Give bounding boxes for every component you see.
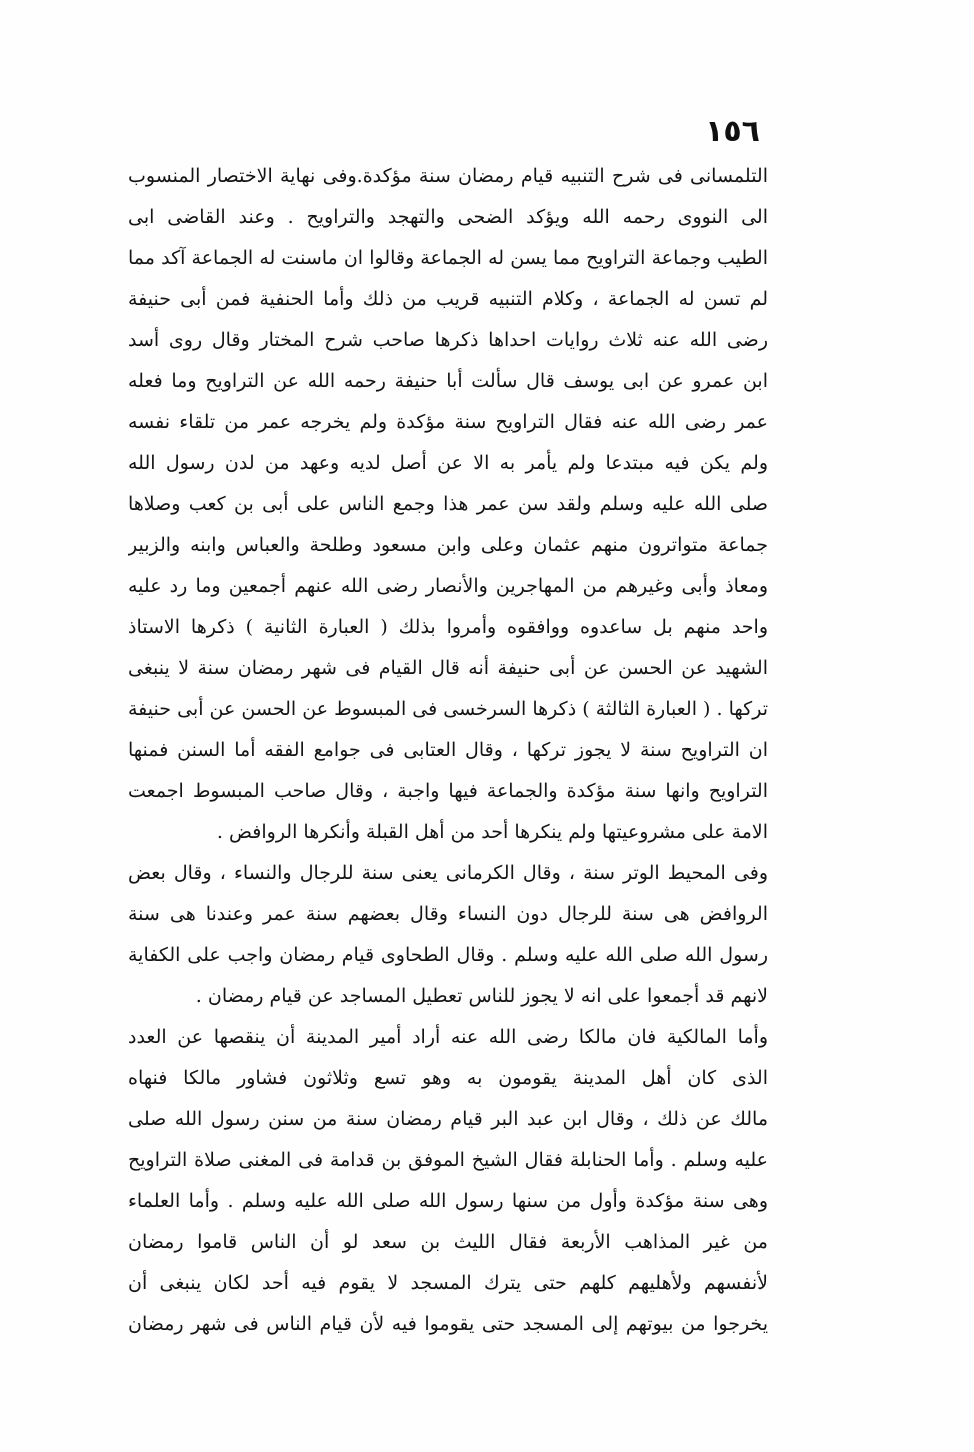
text-line: عمر رضى الله عنه فقال التراويح سنة مؤكدة ولم يخرجه عمر من تلقاء نفسه <box>128 411 768 433</box>
text-line: الذى كان أهل المدينة يقومون به وهو تسع وثلاثون فشاور مالكا فنهاه <box>128 1067 768 1089</box>
text-line: رضى الله عنه ثلاث روايات احداها ذكرها صاحب شرح المختار وقال روى أسد <box>128 329 768 351</box>
text-line: الروافض هى سنة للرجال دون النساء وقال بعضهم سنة عمر وعندنا هى سنة <box>128 903 768 925</box>
text-line: من غير المذاهب الأربعة فقال الليث بن سعد لو أن الناس قاموا رمضان <box>128 1231 768 1253</box>
text-line: ان التراويح سنة لا يجوز تركها ، وقال العتابى فى جوامع الفقه أما السنن فمنها <box>128 739 768 761</box>
text-line: تركها . ( العبارة الثالثة ) ذكرها السرخسى فى المبسوط عن الحسن عن أبى حنيفة <box>128 698 768 720</box>
text-line: وهى سنة مؤكدة وأول من سنها رسول الله صلى الله عليه وسلم . وأما العلماء <box>128 1190 768 1212</box>
text-line: يخرجوا من بيوتهم إلى المسجد حتى يقوموا فيه لأن قيام الناس فى شهر رمضان <box>128 1313 768 1335</box>
text-line: ولم يكن فيه مبتدعا ولم يأمر به الا عن أصل لديه وعهد من لدن رسول الله <box>128 452 768 474</box>
text-line: ابن عمرو عن ابى يوسف قال سألت أبا حنيفة رحمه الله عن التراويح وما فعله <box>128 370 768 392</box>
text-line: الطيب وجماعة التراويح مما يسن له الجماعة وقالوا ان ماسنت له الجماعة آكد مما <box>128 247 768 269</box>
text-line: الشهيد عن الحسن عن أبى حنيفة أنه قال القيام فى شهر رمضان سنة لا ينبغى <box>128 657 768 679</box>
text-line: مالك عن ذلك ، وقال ابن عبد البر قيام رمضان سنة من سنن رسول الله صلى <box>128 1108 768 1130</box>
page-number: ١٥٦ <box>705 114 760 149</box>
text-line: التراويح وانها سنة مؤكدة والجماعة فيها واجبة ، وقال صاحب المبسوط اجمعت <box>128 780 768 802</box>
text-line: وأما المالكية فان مالكا رضى الله عنه أراد أمير المدينة أن ينقصها عن العدد <box>128 1026 768 1048</box>
text-line: واحد منهم بل ساعدوه ووافقوه وأمروا بذلك ( العبارة الثانية ) ذكرها الاستاذ <box>128 616 768 638</box>
text-line: وفى المحيط الوتر سنة ، وقال الكرمانى يعنى سنة للرجال والنساء ، وقال بعض <box>128 862 768 884</box>
text-line: رسول الله صلى الله عليه وسلم . وقال الطحاوى قيام رمضان واجب على الكفاية <box>128 944 768 966</box>
text-line: لأنفسهم ولأهليهم كلهم حتى يترك المسجد لا يقوم فيه أحد لكان ينبغى أن <box>128 1272 768 1294</box>
text-line: لم تسن له الجماعة ، وكلام التنبيه قريب من ذلك وأما الحنفية فمن أبى حنيفة <box>128 288 768 310</box>
text-line: الامة على مشروعيتها ولم ينكرها أحد من أهل القبلة وأنكرها الروافض . <box>216 821 768 843</box>
text-line: صلى الله عليه وسلم ولقد سن عمر هذا وجمع الناس على أبى بن كعب وصلاها <box>128 493 768 515</box>
text-line: التلمسانى فى شرح التنبيه قيام رمضان سنة مؤكدة.وفى نهاية الاختصار المنسوب <box>128 165 768 187</box>
text-line: ومعاذ وأبى وغيرهم من المهاجرين والأنصار رضى الله عنهم أجمعين وما رد عليه <box>128 575 768 597</box>
text-line: عليه وسلم . وأما الحنابلة فقال الشيخ الموفق بن قدامة فى المغنى صلاة التراويح <box>128 1149 768 1171</box>
text-line: الى النووى رحمه الله ويؤكد الضحى والتهجد والتراويح . وعند القاضى ابى <box>128 206 768 228</box>
body-text <box>128 156 768 1345</box>
text-line: جماعة متواترون منهم عثمان وعلى وابن مسعود وطلحة والعباس وابنه والزبير <box>128 534 768 556</box>
text-line: لانهم قد أجمعوا على انه لا يجوز للناس تعطيل المساجد عن قيام رمضان . <box>195 985 768 1007</box>
